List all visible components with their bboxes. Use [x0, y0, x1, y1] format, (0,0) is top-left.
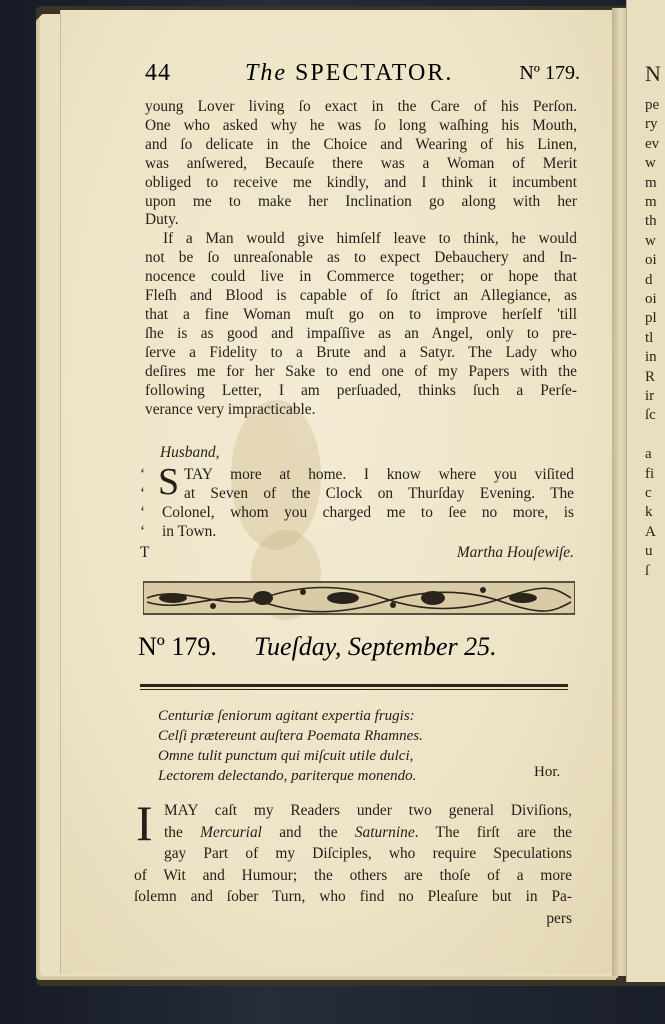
next-page-fragment: pe: [645, 97, 660, 113]
letter-line: [140, 503, 578, 522]
issue-label: Nº 179.: [519, 62, 580, 84]
essay-line: [134, 843, 572, 865]
next-page-fragment: fi: [645, 465, 655, 482]
next-page-fragment: ſc: [645, 407, 656, 424]
quote-mark: ‘: [140, 485, 146, 502]
ornamental-band: [143, 580, 575, 616]
essay-catchword: pers: [546, 909, 572, 927]
letter-line-text: at Seven of the Clock on Thurſday Evening. The: [184, 485, 574, 502]
drop-cap: I: [136, 795, 153, 851]
essay-line: [134, 865, 572, 887]
quote-mark: ‘: [140, 466, 146, 483]
next-page-fragment: oi: [645, 291, 657, 307]
text-line: Duty.: [145, 211, 179, 229]
essay-line: [134, 908, 572, 930]
term-mercurial: Mercurial: [200, 823, 262, 841]
next-page-fragment: R: [645, 368, 656, 385]
text-run: and the: [261, 823, 355, 841]
next-page-fragment: N: [645, 61, 661, 86]
heading-rule-thin: [140, 689, 568, 690]
next-page-fragment: pl: [645, 310, 657, 327]
letter-signoff: [140, 543, 578, 563]
essay-line: [134, 800, 572, 822]
quote-mark: ‘: [140, 523, 146, 540]
text-line: One who asked why he was ſo long waſhing his Mouth,: [145, 116, 577, 134]
next-page-fragment: ir: [645, 388, 655, 404]
letter-line-text: in Town.: [162, 523, 217, 540]
next-page-fragment: a: [645, 446, 652, 463]
letter-salutation: Husband,: [160, 444, 220, 461]
essay-line-text: [164, 822, 572, 844]
letter-body: [140, 461, 578, 541]
text-run: the: [164, 823, 201, 841]
next-page-fragment: tl: [645, 329, 654, 346]
essay-line: [134, 886, 572, 908]
motto-line: Celſi prætereunt auſtera Poemata Rhamnes.: [158, 728, 423, 744]
next-page-fragment: k: [645, 504, 653, 521]
text-line: was anſwered, Becauſe there was a Woman of Merit: [145, 154, 577, 172]
term-saturnine: Saturnine: [354, 823, 415, 841]
essay-line: [134, 822, 572, 844]
title-prefix: The: [245, 60, 287, 86]
next-page-fragment: oi: [645, 252, 657, 269]
drop-cap: S: [158, 461, 180, 503]
next-page-fragment: m: [645, 174, 657, 191]
issue-heading: [138, 632, 578, 672]
next-page-fragment: w: [645, 232, 656, 249]
letter-line-text: Colonel, whom you charged me to ſee no more, is: [162, 504, 574, 521]
heading-rule: [140, 684, 568, 687]
next-page-fragment: in: [645, 349, 657, 366]
text-line: not be ſo unreaſonable as to expect Debauchery and In-: [145, 249, 577, 267]
issue-number: Nº 179.: [138, 632, 217, 661]
essay-line-text: MAY caſt my Readers under two general Diviſions,: [164, 802, 572, 819]
text-line: nocence could live in Commerce together; or hope that: [145, 268, 577, 286]
next-page-fragment: d: [645, 271, 653, 288]
page-number: 44: [145, 60, 171, 86]
next-page-fragment: ry: [645, 116, 658, 133]
text-line: obliged to receive me kindly, and I think it incumbent: [145, 173, 577, 191]
text-line: If a Man would give himſelf leave to think, he would: [163, 230, 577, 248]
motto-line: Centuriæ ſeniorum agitant expertia frugis:: [158, 708, 415, 724]
text-line: upon me to make her Inclination go along with her: [145, 192, 577, 210]
text-line: and ſo delicate in the Choice and Wearing of his Linen,: [145, 135, 577, 153]
issue-date: Tueſday, September 25.: [254, 632, 497, 661]
text-line: ſhe is as good and impaſſive as an Angel, only to pre-: [145, 324, 577, 342]
next-page-fragment: th: [645, 213, 657, 230]
text-line: that a fine Woman muſt go on to improve herſelf 'till: [145, 305, 577, 323]
next-page-fragment: u: [645, 543, 653, 560]
latin-motto: [158, 706, 578, 786]
book-gutter: [612, 8, 626, 976]
next-page-fragment: c: [645, 485, 652, 501]
next-page-edge: [626, 0, 665, 982]
essay-line-text: of Wit and Humour; the others are thoſe of a more: [134, 866, 572, 884]
letter-line: [140, 484, 578, 503]
motto-attribution: Hor.: [534, 764, 561, 780]
next-page-fragment: ſ: [645, 562, 650, 579]
essay-line-text: ſolemn and ſober Turn, who find no Pleaſure but in Pa-: [134, 888, 572, 905]
signature: Martha Houſewiſe.: [456, 544, 574, 561]
essay-text: [134, 795, 572, 929]
motto-line: Omne tulit punctum qui miſcuit utile dulci,: [158, 748, 414, 764]
letter-line-text: TAY more at home. I know where you viſited: [184, 466, 574, 483]
quote-mark: ‘: [140, 504, 146, 521]
text-line: following Letter, I am perſuaded, thinks ſuch a Perſe-: [145, 381, 577, 399]
running-header: [145, 60, 580, 94]
text-line: ſerve a Fidelity to a Brute and a Satyr. The Lady who: [145, 343, 577, 361]
letter-line: [140, 522, 578, 541]
next-page-fragment: A: [645, 523, 656, 540]
letter-line: [140, 465, 578, 484]
text-run: . The firſt are the: [414, 823, 572, 841]
text-line: Fleſh and Blood is capable of ſo ſtrict an Allegiance, as: [145, 287, 577, 305]
next-page-fragment: w: [645, 155, 656, 172]
text-line: deſires me for her Sake to end one of my Papers with the: [145, 362, 577, 380]
publication-title: [245, 60, 453, 87]
title-main: SPECTATOR.: [295, 60, 454, 86]
text-line: verance very impracticable.: [145, 400, 316, 418]
next-page-fragment: ev: [645, 135, 660, 152]
text-line: young Lover living ſo exact in the Care of his Perſon.: [145, 98, 577, 115]
body-text: [145, 98, 577, 419]
next-page-fragment: m: [645, 194, 657, 210]
signoff-letter: T: [140, 544, 150, 561]
motto-line: Lectorem delectando, pariterque monendo.: [158, 768, 417, 784]
essay-line-text: gay Part of my Diſciples, who require Speculations: [164, 845, 572, 862]
